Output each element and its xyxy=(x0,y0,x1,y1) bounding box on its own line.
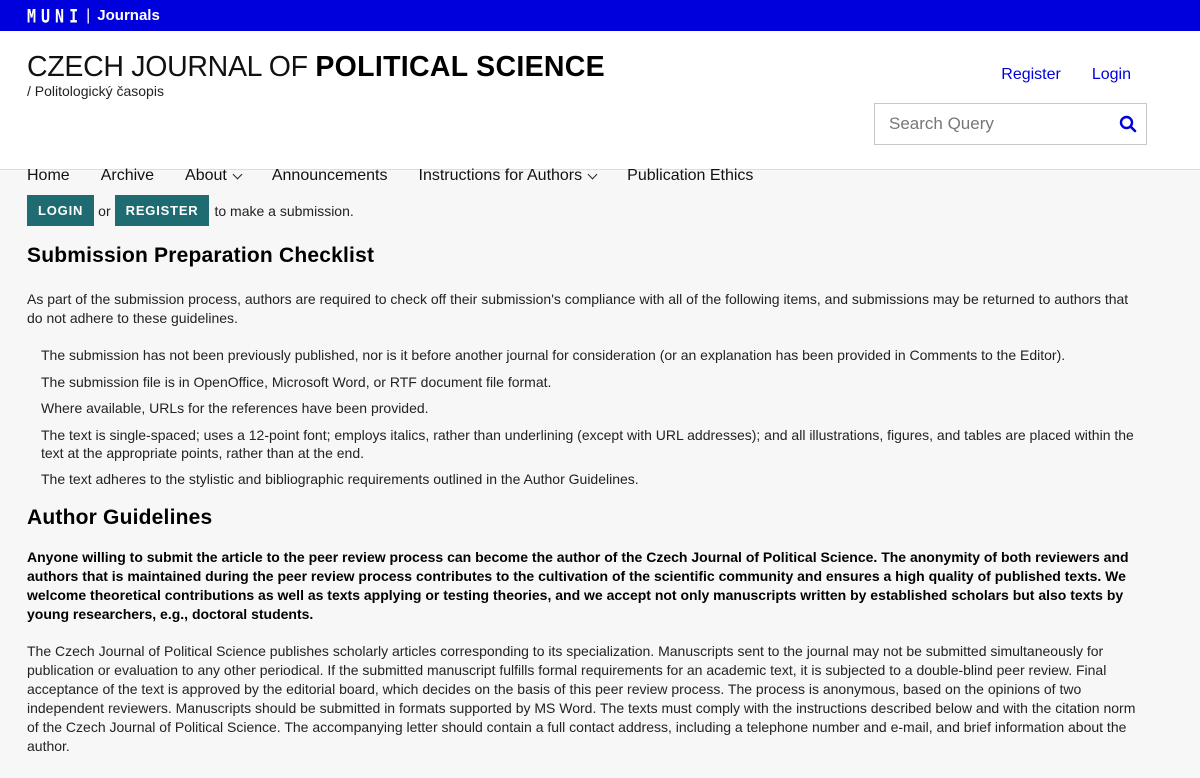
nav-about[interactable]: About xyxy=(185,167,241,185)
login-button[interactable]: LOGIN xyxy=(27,195,94,226)
journal-title[interactable]: CZECH JOURNAL OF POLITICAL SCIENCE xyxy=(27,51,605,83)
checklist-intro: As part of the submission process, authors are required to check off their submission's compliance with all of the following items, and submissions may be returned to authors that do not adhere to these guidelines. xyxy=(27,291,1129,326)
site-header xyxy=(0,31,1200,184)
main-nav xyxy=(27,167,784,185)
nav-archive[interactable]: Archive xyxy=(100,167,155,184)
user-nav xyxy=(1001,66,1131,84)
nav-announcements[interactable]: Announcements xyxy=(271,167,388,184)
register-link[interactable]: Register xyxy=(1001,66,1061,83)
guidelines-intro: Anyone willing to submit the article to the peer review process can become the author of the Czech Journal of Political Science. The anonymity of both reviewers and authors that is maintained during the peer review process contributes to the cultivation of the scientific community and ensures a high quality of published texts. We welcome theoretical contributions as well as texts applying or testing theories, and we accept not only manuscripts written by established scholars but also texts by young researchers, e.g., doctoral students. xyxy=(27,549,1129,622)
nav-instructions-for-authors[interactable]: Instructions for Authors xyxy=(419,167,597,185)
checklist xyxy=(41,346,1151,497)
submission-hint: to make a submission. xyxy=(214,202,354,219)
guidelines-heading: Author Guidelines xyxy=(27,506,213,529)
chevron-down-icon xyxy=(232,169,242,179)
register-button[interactable]: REGISTER xyxy=(115,195,210,226)
checklist-item: The text adheres to the stylistic and bibliographic requirements outlined in the Author Guidelines. xyxy=(41,471,639,487)
search-icon xyxy=(1119,115,1137,133)
nav-home[interactable]: Home xyxy=(27,167,70,184)
top-bar xyxy=(0,0,1200,31)
checklist-item: The submission file is in OpenOffice, Microsoft Word, or RTF document file format. xyxy=(41,373,552,390)
nav-publication-ethics[interactable]: Publication Ethics xyxy=(627,167,754,184)
checklist-item: The submission has not been previously published, nor is it before another journal for consideration (or an explanation has been provided in Comments to the Editor). xyxy=(41,347,1066,363)
muni-logo[interactable]: MUNI xyxy=(27,4,84,27)
checklist-item: The text is single-spaced; uses a 12-point font; employs italics, rather than underlining (except with URL addresses); and all illustrations, figures, and tables are placed within the text at the appropriate points, rather than at the end. xyxy=(41,426,1134,461)
submission-prompt xyxy=(27,195,354,226)
checklist-item: Where available, URLs for the references have been provided. xyxy=(41,400,429,416)
journals-link[interactable]: Journals xyxy=(97,7,160,24)
login-link[interactable]: Login xyxy=(1091,66,1131,83)
guidelines-body: The Czech Journal of Political Science publishes scholarly articles corresponding to its specialization. Manuscripts sent to the journal may not be submitted simultaneously for publication or evaluation to any other periodical. If the submitted manuscript fulfills formal requirements for an academic text, it is subjected to a double-blind peer review. Final acceptance of the text is approved by the editorial board, which decides on the basis of this peer review process. The process is anonymous, based on the opinions of two independent reviewers. Manuscripts should be submitted in formats supported by MS Word. The texts must comply with the instructions described below and with the citation norm of the Czech Journal of Political Science. The accompanying letter should contain a full contact address, including a telephone number and e-mail, and brief information about the author. xyxy=(27,643,1136,754)
checklist-heading: Submission Preparation Checklist xyxy=(27,244,375,267)
search-input[interactable] xyxy=(875,105,1110,143)
chevron-down-icon xyxy=(588,169,598,179)
search-box xyxy=(874,103,1147,145)
or-text: or xyxy=(98,202,111,219)
journal-subtitle: / Politologický časopis xyxy=(27,83,164,99)
journal-brand[interactable] xyxy=(27,51,605,99)
search-button[interactable] xyxy=(1110,104,1146,144)
topbar-separator: | xyxy=(86,6,91,24)
